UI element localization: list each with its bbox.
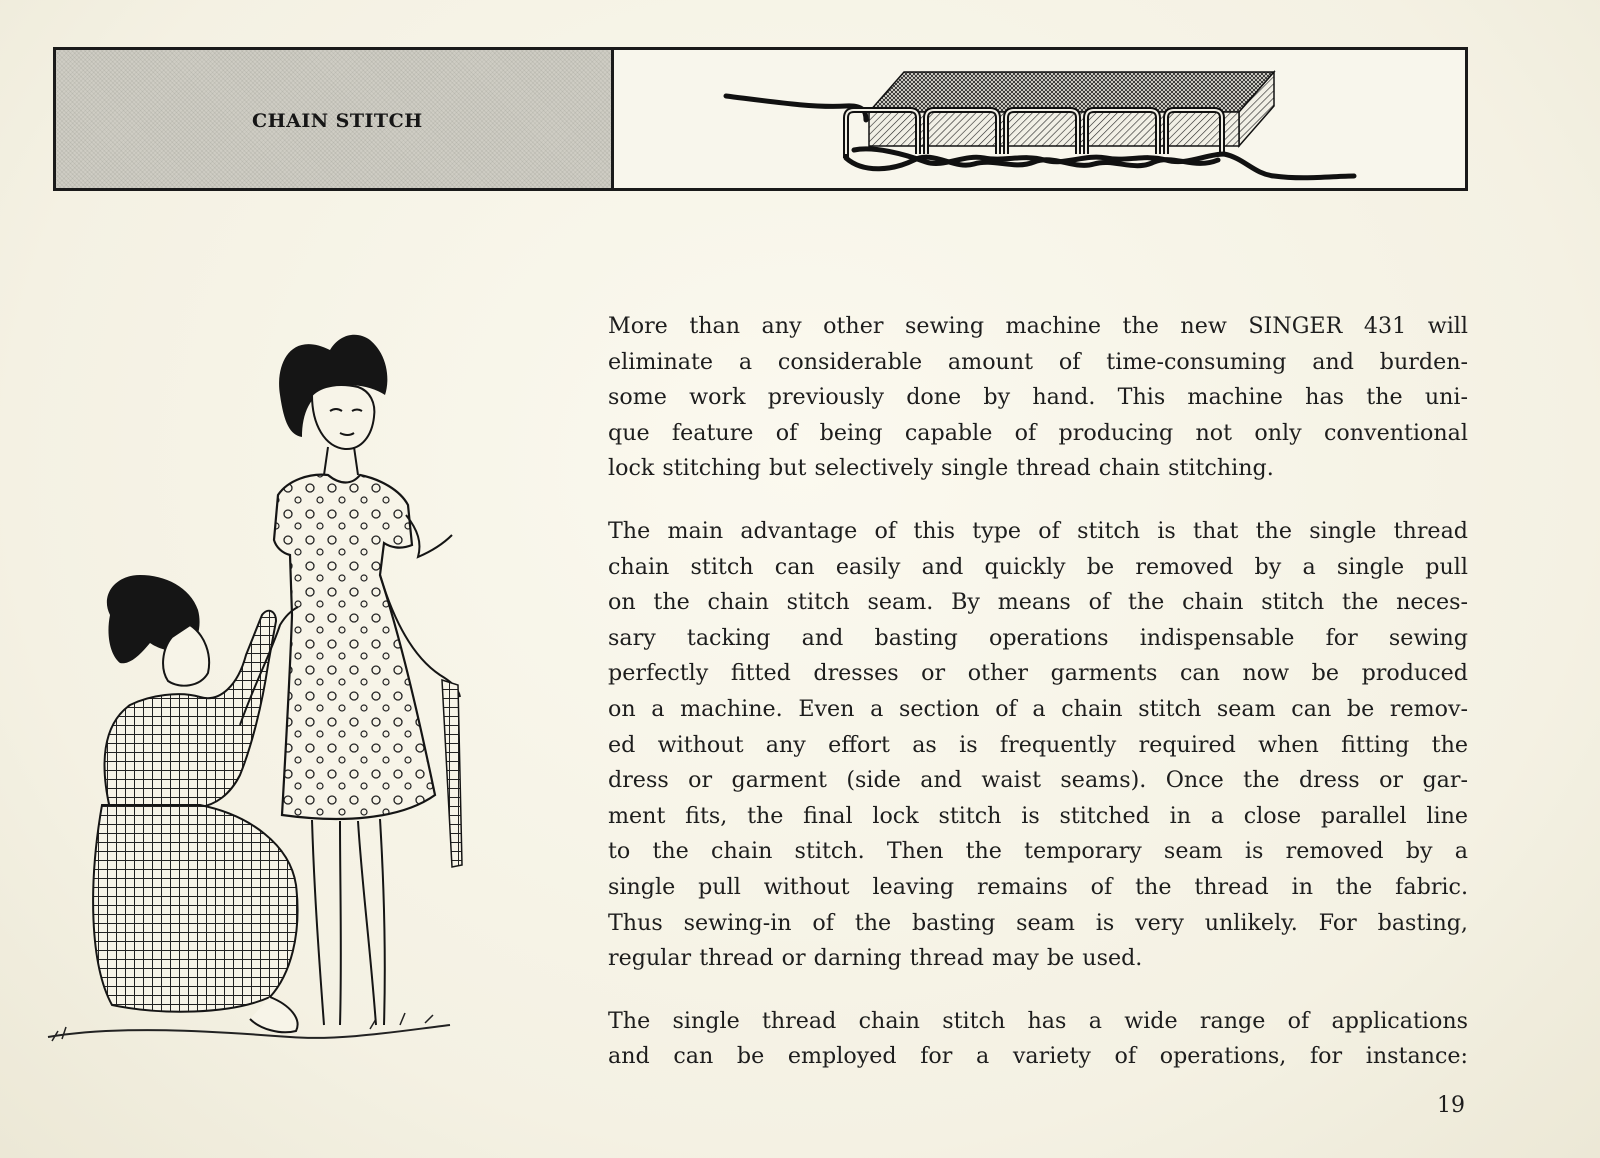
paragraph-2	[608, 514, 1468, 977]
paragraph-3	[608, 1004, 1468, 1075]
paragraph-1	[608, 309, 1468, 487]
two-women-dress-fitting-illustration	[40, 325, 510, 1085]
text-line: ment fits, the final lock stitch is stitched in a close parallel line	[608, 802, 1468, 829]
text-line: on the chain stitch seam. By means of the chain stitch the neces-	[608, 589, 1468, 616]
text-line: and can be employed for a variety of operations, for instance:	[608, 1043, 1468, 1070]
chain-stitch-diagram	[614, 50, 1465, 188]
text-line: lock stitching but selectively single thread chain stitching.	[608, 455, 1274, 482]
text-line: perfectly fitted dresses or other garments can now be produced	[608, 660, 1468, 687]
text-line: que feature of being capable of producing not only conventional	[608, 419, 1468, 446]
text-line: sary tacking and basting operations indispensable for sewing	[608, 624, 1468, 651]
text-line: regular thread or darning thread may be used.	[608, 945, 1143, 972]
text-line: single pull without leaving remains of the thread in the fabric.	[608, 873, 1468, 900]
text-line: eliminate a considerable amount of time-consuming and burden-	[608, 348, 1468, 375]
text-line: More than any other sewing machine the new SINGER 431 will	[608, 313, 1468, 339]
body-text	[608, 309, 1468, 1075]
text-line: ed without any effort as is frequently required when fitting the	[608, 731, 1468, 758]
section-title: CHAIN STITCH	[252, 110, 423, 132]
text-line: on a machine. Even a section of a chain stitch seam can be remov-	[608, 695, 1468, 722]
section-header	[53, 47, 1468, 191]
text-line: chain stitch can easily and quickly be removed by a single pull	[608, 553, 1468, 580]
text-line: The single thread chain stitch has a wide range of applications	[608, 1007, 1468, 1034]
text-line: to the chain stitch. Then the temporary seam is removed by a	[608, 838, 1468, 865]
chain-stitch-diagram-icon	[614, 50, 1466, 188]
dress-fitting-icon	[40, 325, 510, 1085]
page-number: 19	[1437, 1093, 1465, 1118]
text-line: dress or garment (side and waist seams). Once the dress or gar-	[608, 767, 1468, 794]
section-title-panel	[56, 50, 614, 188]
text-line: The main advantage of this type of stitch is that the single thread	[608, 517, 1468, 544]
text-line: Thus sewing-in of the basting seam is very unlikely. For basting,	[608, 909, 1468, 936]
text-line: some work previously done by hand. This machine has the uni-	[608, 384, 1468, 411]
